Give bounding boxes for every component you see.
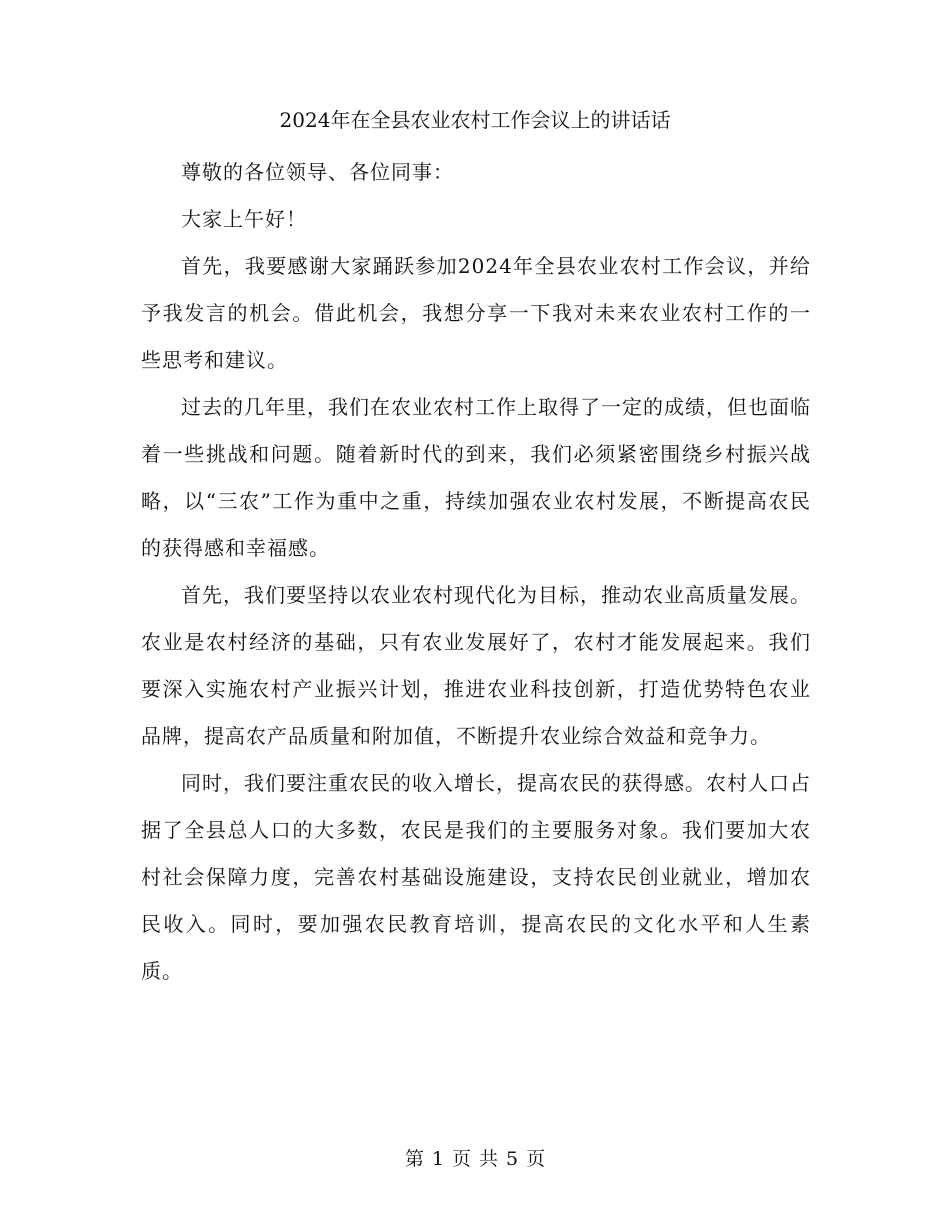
body-paragraph: 首先，我要感谢大家踊跃参加2024年全县农业农村工作会议，并给予我发言的机会。借此机会，我想分享一下我对未来农业农村工作的一些思考和建议。 bbox=[141, 254, 811, 372]
greeting-paragraph: 大家上午好！ bbox=[181, 207, 307, 231]
document-title: 2024年在全县农业农村工作会议上的讲话话 bbox=[279, 108, 671, 132]
salutation-paragraph: 尊敬的各位领导、各位同事： bbox=[181, 160, 454, 184]
body-paragraph: 同时，我们要注重农民的收入增长，提高农民的获得感。农村人口占据了全县总人口的大多数，农民是我们的主要服务对象。我们要加大农村社会保障力度，完善农村基础设施建设，支持农民创业就业，增加农民收入。同时，要加强农民教育培训，提高农民的文化水平和人生素质。 bbox=[141, 771, 811, 983]
body-paragraph: 首先，我们要坚持以农业农村现代化为目标，推动农业高质量发展。农业是农村经济的基础，只有农业发展好了，农村才能发展起来。我们要深入实施农村产业振兴计划，推进农业科技创新，打造优势特色农业品牌，提高农产品质量和附加值，不断提升农业综合效益和竞争力。 bbox=[141, 583, 811, 748]
page-number-footer: 第 1 页 共 5 页 bbox=[404, 1148, 546, 1170]
document-body bbox=[141, 149, 811, 995]
body-paragraph: 过去的几年里，我们在农业农村工作上取得了一定的成绩，但也面临着一些挑战和问题。随着新时代的到来，我们必须紧密围绕乡村振兴战略，以“三农”工作为重中之重，持续加强农业农村发展，不断提高农民的获得感和幸福感。 bbox=[141, 395, 811, 560]
